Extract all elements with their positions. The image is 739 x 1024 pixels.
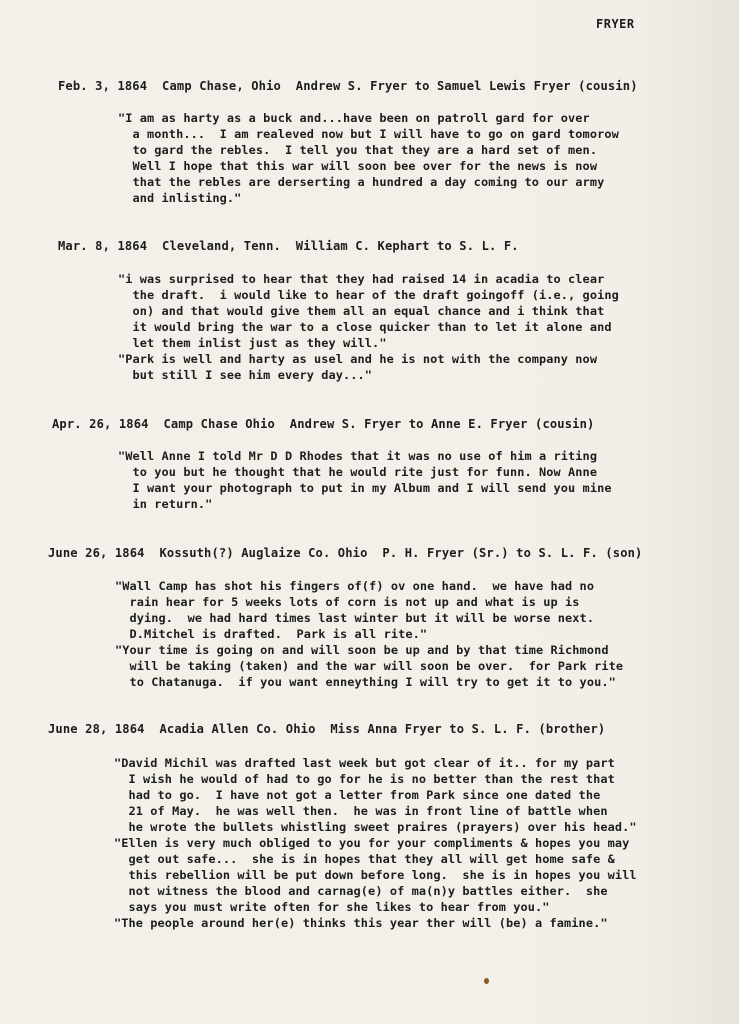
- ink-spot: [484, 978, 489, 984]
- entry-heading: June 26, 1864 Kossuth(?) Auglaize Co. Ohio P. H. Fryer (Sr.) to S. L. F. (son): [48, 546, 643, 560]
- entry-heading: Apr. 26, 1864 Camp Chase Ohio Andrew S. Fryer to Anne E. Fryer (cousin): [52, 417, 595, 431]
- letter-excerpt: "Well Anne I told Mr D D Rhodes that it was no use of him a riting to you but he thought that he would rite just for funn. Now Anne I want your photograph to put in my Album and I will send you mine in return.": [118, 449, 612, 511]
- letter-excerpt: "Your time is going on and will soon be up and by that time Richmond will be taking (taken) and the war will soon be over. for Park rite to Chatanuga. if you want enneything I will try to get it to you.": [115, 643, 624, 689]
- letter-excerpt: "Wall Camp has shot his fingers of(f) ov one hand. we have had no rain hear for 5 weeks lots of corn is not up and what is up is dying. we had hard times last winter but it will be worse next. D.Mitchel is drafted. Park is all rite.": [115, 579, 595, 641]
- letter-excerpt: "I am as harty as a buck and...have been on patroll gard for over a month... I am realeved now but I will have to go on gard tomorow to gard the rebles. I tell you that they are a hard set of men. Well I hope that this war will soon bee over for the news is now that the rebles are derserting a hundred a day coming to our army and inlisting.": [118, 111, 619, 205]
- letter-excerpt: "i was surprised to hear that they had raised 14 in acadia to clear the draft. i would like to hear of the draft goingoff (i.e., going on) and that would give them all an equal chance and i think that it would bring the war to a close quicker than to let it alone and let them inlist just as they will.": [118, 272, 619, 350]
- page-header-surname: FRYER: [596, 17, 635, 31]
- entry-heading: June 28, 1864 Acadia Allen Co. Ohio Miss Anna Fryer to S. L. F. (brother): [48, 722, 606, 736]
- letter-excerpt: "The people around her(e) thinks this year ther will (be) a famine.": [114, 916, 608, 930]
- entry-heading: Mar. 8, 1864 Cleveland, Tenn. William C. Kephart to S. L. F.: [58, 239, 519, 253]
- entry-heading: Feb. 3, 1864 Camp Chase, Ohio Andrew S. Fryer to Samuel Lewis Fryer (cousin): [58, 79, 638, 93]
- letter-excerpt: "David Michil was drafted last week but got clear of it.. for my part I wish he would of had to go for he is no better than the rest that had to go. I have not got a letter from Park since one dated the 21 of May. he was well then. he was in front line of battle when he wrote the bullets whistling sweet praires (prayers) over his head.": [114, 756, 637, 834]
- letter-excerpt: "Ellen is very much obliged to you for your compliments & hopes you may get out safe... she is in hopes that they all will get home safe & this rebellion will be put down before long. she is in hopes you will not witness the blood and carnag(e) of ma(n)y battles either. she says you must write often for she likes to hear from you.": [114, 836, 637, 914]
- letter-excerpt: "Park is well and harty as usel and he is not with the company now but still I see him every day...": [118, 352, 598, 382]
